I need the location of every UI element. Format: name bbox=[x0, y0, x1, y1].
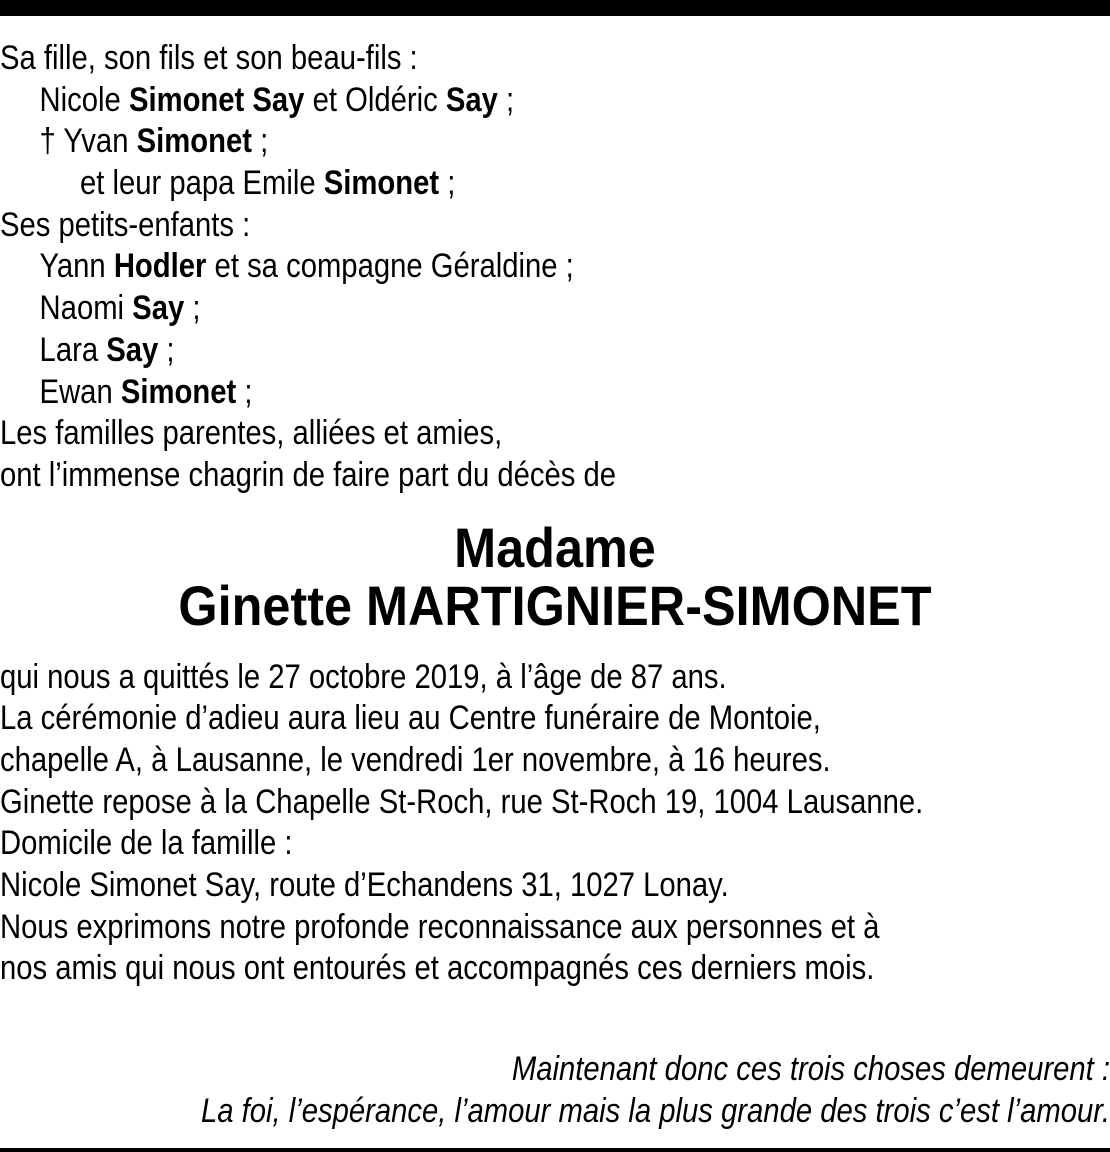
deceased-name: Ginette MARTIGNIER-SIMONET bbox=[178, 573, 932, 637]
child-nicole: Nicole Simonet Say et Oldéric Say ; bbox=[39, 80, 515, 119]
details-line: Domicile de la famille : bbox=[0, 824, 293, 863]
grandchild-lara: Lara Say ; bbox=[39, 330, 175, 369]
obituary-notice bbox=[0, 38, 1110, 990]
surname: Simonet bbox=[323, 164, 440, 203]
quote-line: La foi, l’espérance, l’amour mais la plus grande des trois c’est l’amour. bbox=[200, 1092, 1110, 1130]
closing-quote bbox=[53, 1048, 1110, 1132]
deceased-title: Madame bbox=[454, 515, 656, 579]
relatives-line: Les familles parentes, alliées et amies, bbox=[0, 414, 503, 453]
bottom-rule bbox=[0, 1148, 1110, 1152]
surname: Say bbox=[106, 330, 159, 369]
grandchild-naomi: Naomi Say ; bbox=[39, 289, 201, 328]
details-line: nos amis qui nous ont entourés et accompagnés ces derniers mois. bbox=[0, 949, 875, 988]
surname: Simonet bbox=[120, 372, 237, 411]
details-line: La cérémonie d’adieu aura lieu au Centre funéraire de Montoie, bbox=[0, 699, 821, 738]
details-line: chapelle A, à Lausanne, le vendredi 1er novembre, à 16 heures. bbox=[0, 740, 831, 779]
surname: Simonet Say bbox=[128, 80, 305, 119]
surname: Say bbox=[132, 289, 185, 328]
surname: Simonet bbox=[136, 122, 252, 161]
grandchild-ewan: Ewan Simonet ; bbox=[39, 372, 253, 411]
details-line: Nicole Simonet Say, route d’Echandens 31, 1027 Lonay. bbox=[0, 866, 729, 904]
surname: Hodler bbox=[113, 247, 207, 286]
grandchildren-intro: Ses petits-enfants : bbox=[0, 205, 251, 244]
announcement-line: ont l’immense chagrin de faire part du décès de bbox=[0, 455, 617, 494]
details-block bbox=[0, 657, 1110, 991]
quote-line: Maintenant donc ces trois choses demeurent : bbox=[511, 1050, 1110, 1088]
details-line: qui nous a quittés le 27 octobre 2019, à l’âge de 87 ans. bbox=[0, 657, 727, 696]
father-emile: et leur papa Emile Simonet ; bbox=[79, 164, 456, 203]
top-rule bbox=[0, 0, 1110, 16]
child-yvan: † Yvan Simonet ; bbox=[39, 122, 269, 161]
grandchild-yann: Yann Hodler et sa compagne Géraldine ; bbox=[39, 247, 574, 286]
surname: Say bbox=[445, 80, 498, 119]
details-line: Nous exprimons notre profonde reconnaissance aux personnes et à bbox=[0, 907, 880, 946]
details-line: Ginette repose à la Chapelle St-Roch, rue St-Roch 19, 1004 Lausanne. bbox=[0, 782, 924, 821]
children-intro: Sa fille, son fils et son beau-fils : bbox=[0, 39, 418, 77]
